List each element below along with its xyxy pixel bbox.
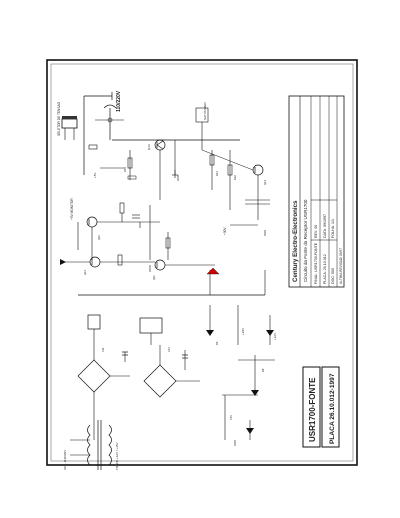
regulator-ic-2	[140, 318, 162, 345]
title-row-3a: DOC: 500	[331, 268, 335, 284]
ac-input-left-label: AC ~ 110/220V	[63, 449, 67, 470]
ground-icons	[140, 170, 265, 446]
title-row-2a: PLACA: 26.10.012	[323, 254, 327, 284]
title-row-3b: FOLHA: 1/1	[331, 219, 335, 238]
n-5v-label: +5V	[93, 172, 97, 178]
main-label: USR1700-FONTE	[308, 377, 317, 442]
middle-transistor-stage	[60, 232, 215, 270]
svg-text:Q10: Q10	[98, 235, 101, 240]
q-top-label: Q13	[147, 144, 151, 150]
bridge-rectifier-2	[144, 345, 200, 397]
monitor-regulator	[70, 198, 160, 260]
board-label: PLACA 26.10.012-1997	[329, 373, 336, 444]
title-text: Circuito da Fonte do Receptor USR1700	[303, 199, 308, 282]
label-box-board	[322, 367, 339, 447]
out-sat-label: SAT POWER	[203, 102, 207, 120]
label-box-main	[303, 367, 320, 447]
ac-input-section	[57, 90, 124, 175]
svg-text:R21: R21	[216, 171, 219, 176]
svg-text:D5: D5	[216, 341, 219, 345]
svg-text:D6: D6	[262, 368, 265, 372]
out-monitor-label: +5V MONITOR	[70, 198, 74, 220]
svg-text:C12: C12	[168, 347, 171, 352]
bridge-rectifier-1	[78, 340, 130, 440]
svg-text:C15: C15	[230, 415, 233, 420]
transformer	[63, 420, 119, 470]
svg-text:Q14: Q14	[264, 180, 267, 185]
top-transistor-stage	[100, 140, 240, 200]
svg-text:C11: C11	[102, 347, 105, 352]
led-icon	[207, 268, 219, 274]
title-footer: ULTIMA REVISAO: 09/97	[339, 247, 343, 284]
title-row-1a: FINAL: USR1700-FONTE	[314, 242, 318, 284]
out-30v-label: +30V	[223, 227, 227, 235]
transformer-label: TRAFO +12V / +15V	[115, 442, 119, 470]
out-18v-label: +18V	[241, 327, 245, 335]
voltage-selector-label: SELETOR DE TENSAO	[57, 101, 61, 136]
output-diodes	[206, 305, 277, 440]
svg-text:R15: R15	[124, 167, 127, 172]
right-transistor-stage	[196, 101, 270, 235]
title-row-2b: DATA: 09/1997	[323, 213, 327, 238]
svg-text:R22: R22	[234, 175, 237, 180]
svg-text:Q12: Q12	[84, 270, 87, 275]
title-company: Century Electro-Electronics	[292, 200, 299, 282]
title-row-1b: REV: 00	[314, 224, 318, 238]
out-12v-label: +12V	[273, 332, 277, 340]
svg-text:Q11: Q11	[153, 275, 156, 280]
regulator-ic-1	[88, 315, 100, 340]
ac-voltage-label: 110/220V	[116, 90, 122, 112]
title-block	[289, 96, 344, 287]
